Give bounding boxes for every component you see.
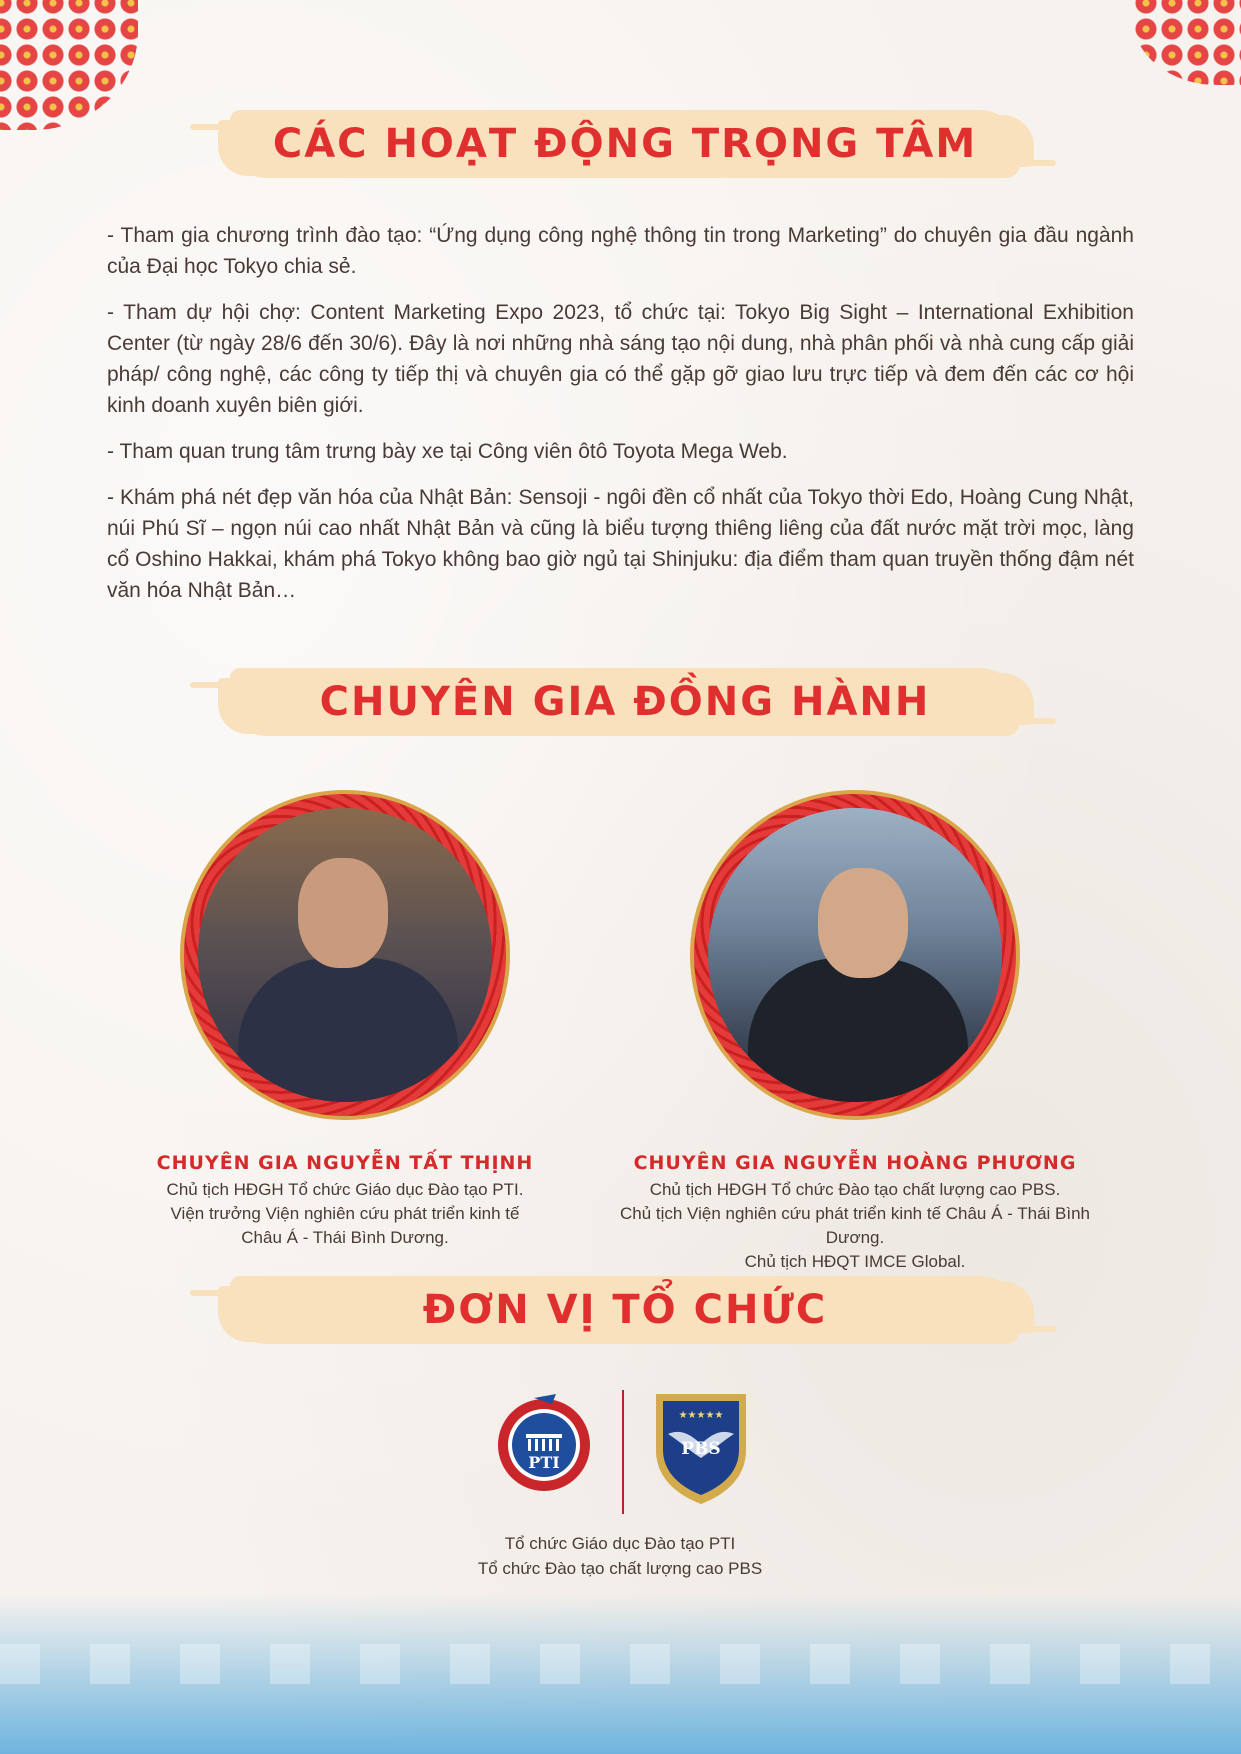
watercolor-waves xyxy=(0,1594,1241,1754)
experts-banner xyxy=(230,662,1020,742)
experts-title: CHUYÊN GIA ĐỒNG HÀNH xyxy=(319,679,931,725)
expert-role: Chủ tịch HĐGH Tổ chức Giáo dục Đào tạo PTI. xyxy=(166,1180,524,1199)
organizer-logos xyxy=(488,1384,758,1514)
organizers-banner xyxy=(230,1270,1020,1350)
expert-role: Chủ tịch HĐQT IMCE Global. xyxy=(744,1252,966,1271)
organizers-caption xyxy=(400,1531,840,1581)
organizer-name: Tổ chức Giáo dục Đào tạo PTI xyxy=(504,1534,736,1553)
portrait-frame xyxy=(180,790,510,1120)
pbs-logo xyxy=(648,1388,754,1508)
activity-item: - Tham dự hội chợ: Content Marketing Expo 2023, tổ chức tại: Tokyo Big Sight – International Exhibition Center (từ ngày 28/6 đến 30/6). Đây là nơi những nhà sáng tạo nội dung, nhà phân phối và nhà cung cấp giải pháp/ công nghệ, các công ty tiếp thị và chuyên gia có thể gặp gỡ giao lưu trực tiếp và đem đến các cơ hội kinh doanh xuyên biên giới. xyxy=(107,301,1134,417)
activity-item: - Tham gia chương trình đào tạo: “Ứng dụng công nghệ thông tin trong Marketing” do chuyên gia đầu ngành của Đại học Tokyo chia sẻ. xyxy=(107,224,1134,278)
pti-logo xyxy=(494,1390,594,1500)
pbs-logo-text: PBS xyxy=(681,1439,721,1459)
organizers-title: ĐƠN VỊ TỔ CHỨC xyxy=(422,1287,828,1333)
activities-list xyxy=(107,220,1134,621)
expert-name: CHUYÊN GIA NGUYỄN HOÀNG PHƯƠNG xyxy=(633,1152,1077,1174)
expert-name: CHUYÊN GIA NGUYỄN TẤT THỊNH xyxy=(156,1152,534,1174)
organizer-name: Tổ chức Đào tạo chất lượng cao PBS xyxy=(477,1559,763,1578)
expert-role: Viện trưởng Viện nghiên cứu phát triển kinh tế xyxy=(170,1204,520,1223)
expert-photo xyxy=(198,808,492,1102)
pti-logo-text: PTI xyxy=(528,1453,560,1472)
expert-card-phuong xyxy=(595,790,1115,1274)
svg-text:★★★★★: ★★★★★ xyxy=(678,1410,724,1421)
activities-banner xyxy=(230,104,1020,184)
activities-title: CÁC HOẠT ĐỘNG TRỌNG TÂM xyxy=(272,121,978,167)
expert-role: Chủ tịch Viện nghiên cứu phát triển kinh tế Châu Á - Thái Bình Dương. xyxy=(619,1204,1091,1247)
expert-photo xyxy=(708,808,1002,1102)
expert-role: Chủ tịch HĐGH Tổ chức Đào tạo chất lượng cao PBS. xyxy=(649,1180,1061,1199)
expert-card-thinh xyxy=(135,790,555,1250)
activity-item: - Khám phá nét đẹp văn hóa của Nhật Bản: Sensoji - ngôi đền cổ nhất của Tokyo thời Edo, Hoàng Cung Nhật, núi Phú Sĩ – ngọn núi cao nhất Nhật Bản và cũng là biểu tượng thiêng liêng của đất nước mặt trời mọc, làng cổ Oshino Hakkai, khám phá Tokyo không bao giờ ngủ tại Shinjuku: địa điểm tham quan truyền thống đậm nét văn hóa Nhật Bản… xyxy=(107,486,1134,602)
logo-divider xyxy=(622,1390,624,1514)
activity-item: - Tham quan trung tâm trưng bày xe tại Công viên ôtô Toyota Mega Web. xyxy=(107,440,788,463)
expert-role: Châu Á - Thái Bình Dương. xyxy=(241,1228,449,1247)
portrait-frame xyxy=(690,790,1020,1120)
